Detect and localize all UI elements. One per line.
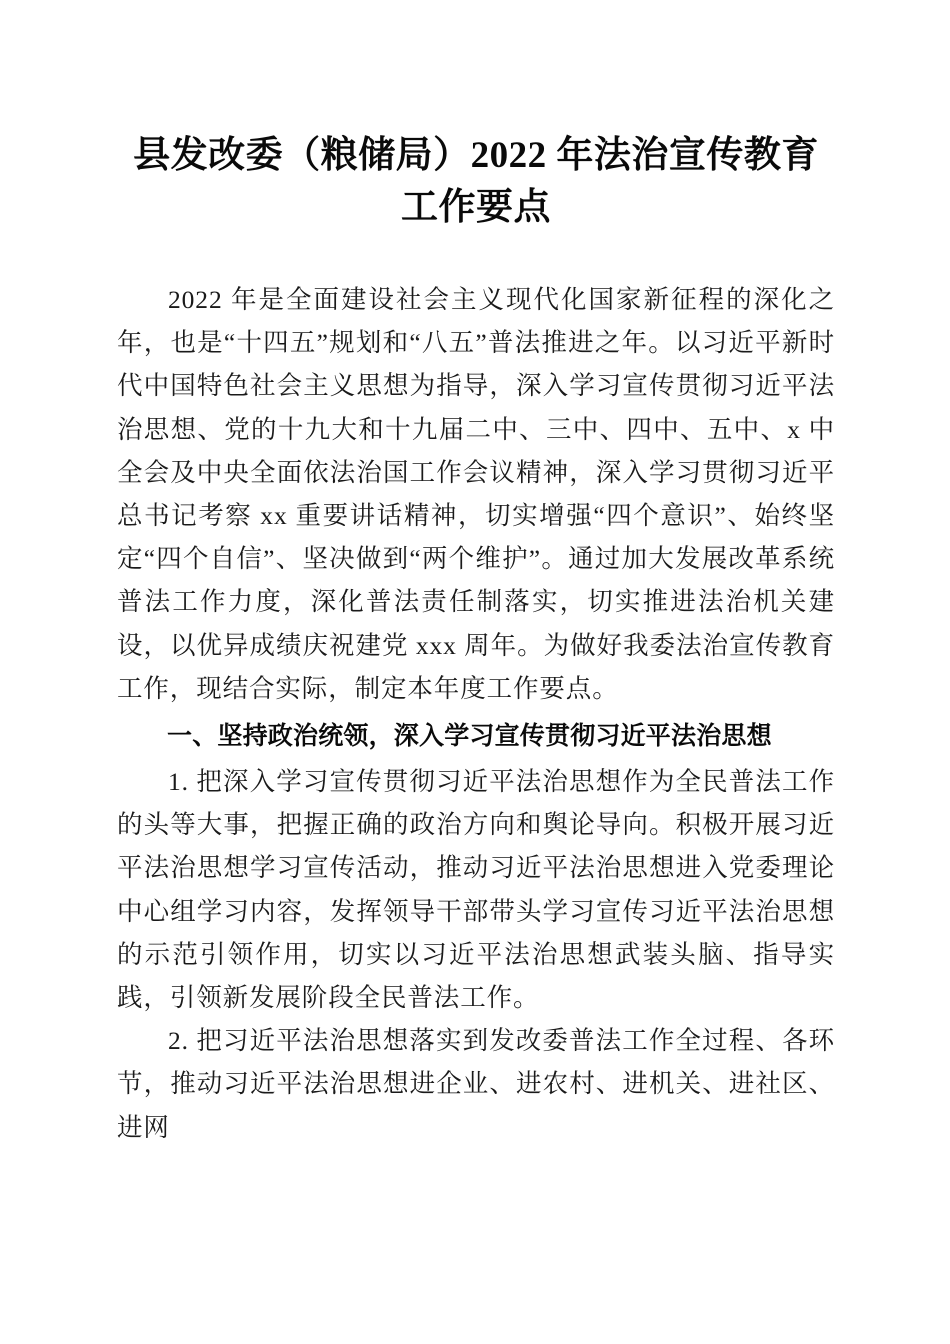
- page-title-line-1: 县发改委（粮储局）2022 年法治宣传教育工: [133, 135, 819, 228]
- page-title: [117, 0, 835, 234]
- page-title-line-2: 作要点: [438, 187, 551, 228]
- document-content: [117, 0, 835, 1149]
- paragraph-intro: 2022 年是全面建设社会主义现代化国家新征程的深化之年，也是“十四五”规划和“八五”普法推进之年。以习近平新时代中国特色社会主义思想为指导，深入学习宣传贯彻习近平法治思想、党的十九大和十九届二中、三中、四中、五中、x 中全会及中央全面依法治国工作会议精神，深入学习贯彻习近平总书记考察 xx 重要讲话精神，切实增强“四个意识”、始终坚定“四个自信”、坚决做到“两个维护”。通过加大发展改革系统普法工作力度，深化普法责任制落实，切实推进法治机关建设，以优异成绩庆祝建党 xxx 周年。为做好我委法治宣传教育工作，现结合实际，制定本年度工作要点。: [117, 285, 835, 703]
- paragraph-item-1: 1. 把深入学习宣传贯彻习近平法治思想作为全民普法工作的头等大事，把握正确的政治方向和舆论导向。积极开展习近平法治思想学习宣传活动，推动习近平法治思想进入党委理论中心组学习内容，发挥领导干部带头学习宣传习近平法治思想的示范引领作用，切实以习近平法治思想武装头脑、指导实践，引领新发展阶段全民普法工作。: [117, 767, 835, 1013]
- title-body-spacer: [117, 234, 835, 278]
- paragraph-item-2: 2. 把习近平法治思想落实到发改委普法工作全过程、各环节，推动习近平法治思想进企业、进农村、进机关、进社区、进网: [117, 1026, 835, 1142]
- section-heading-1: 一、坚持政治统领，深入学习宣传贯彻习近平法治思想: [167, 722, 772, 751]
